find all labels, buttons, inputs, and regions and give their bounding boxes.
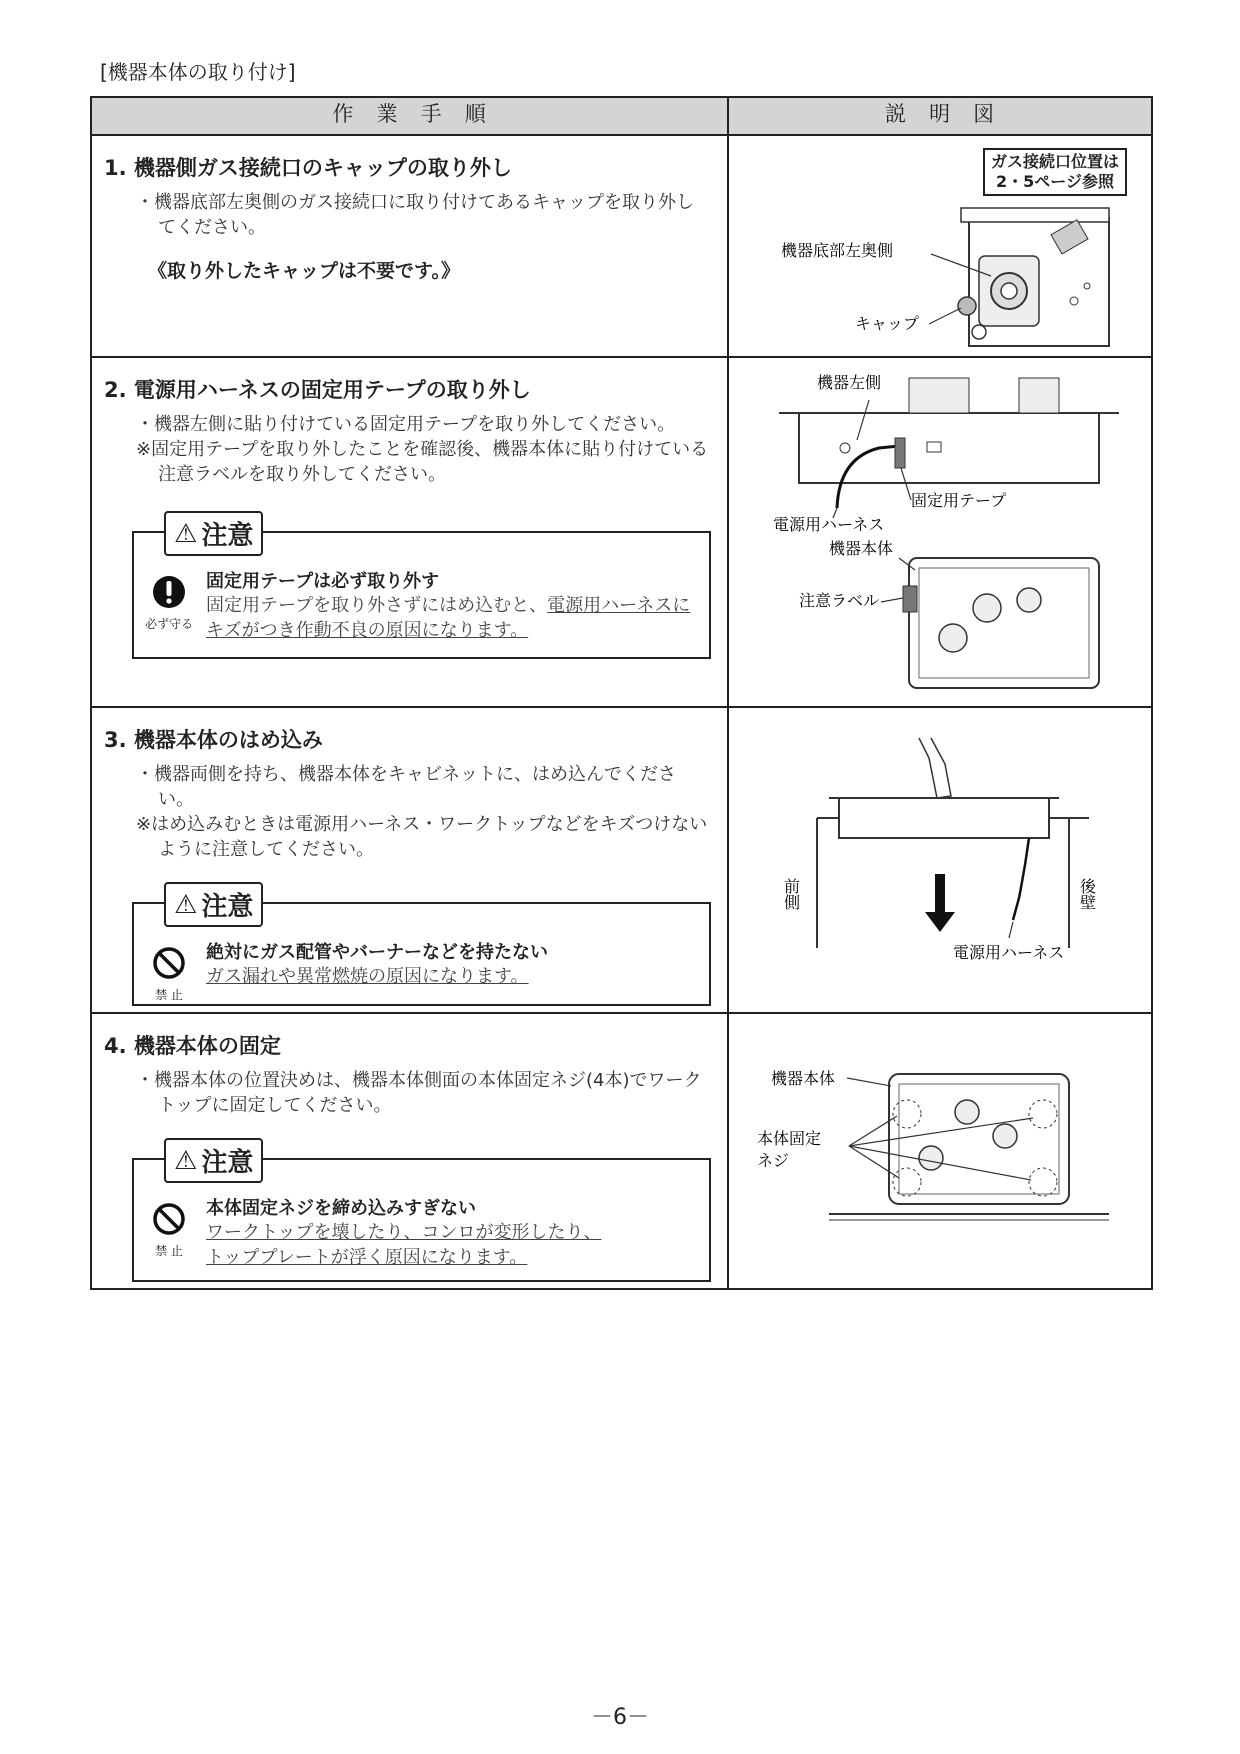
mandatory-icon xyxy=(144,575,194,632)
mandatory-icon-label: 必ず守る xyxy=(144,617,193,631)
step-title: 4. 機器本体の固定 xyxy=(104,1034,281,1058)
step-body-item: ・機器両側を持ち、機器本体をキャビネットに、はめ込んでください。 xyxy=(136,764,676,810)
label-device-left-side: 機器左側 xyxy=(817,373,882,392)
caution-description xyxy=(206,593,699,643)
step-body xyxy=(136,1068,711,1118)
label-device-body: 機器本体 xyxy=(829,539,894,558)
step-row-4 xyxy=(91,1013,1152,1289)
reference-box xyxy=(983,148,1127,196)
caution-tab xyxy=(164,511,263,556)
caution-desc-underlined: 電源用ハーネスにキズがつき作動不良の原因になります。 xyxy=(206,595,691,641)
label-fixing-screw-line2: ネジ xyxy=(757,1151,790,1170)
warning-triangle-icon: ⚠ xyxy=(174,889,198,920)
prohibited-icon xyxy=(144,1202,194,1259)
caution-desc-plain: 固定用テープを取り外さずにはめ込むと、 xyxy=(206,595,548,616)
procedure-table xyxy=(90,96,1153,1290)
caution-tab-label: 注意 xyxy=(201,1148,254,1178)
label-rear-wall: 後壁 xyxy=(1077,878,1097,910)
caution-heading: 固定用テープは必ず取り外す xyxy=(206,571,440,592)
label-gas-inlet-location: 機器底部左奥側 xyxy=(781,241,894,260)
page-number: －6－ xyxy=(591,1705,649,1730)
step-4-figure-cell xyxy=(728,1013,1152,1289)
step-4-text-cell xyxy=(91,1013,728,1289)
label-front-side: 前側 xyxy=(781,878,801,910)
label-fixing-screw-line1: 本体固定 xyxy=(757,1129,822,1148)
caution-content xyxy=(142,938,699,1002)
caution-text xyxy=(206,1194,699,1270)
caution-description-line: ワークトップを壊したり、コンロが変形したり、 xyxy=(206,1222,602,1243)
caution-box xyxy=(132,518,711,659)
step-title: 2. 電源用ハーネスの固定用テープの取り外し xyxy=(104,378,531,402)
header-procedure: 作 業 手 順 xyxy=(91,97,728,135)
step-body-item: ・機器本体の位置決めは、機器本体側面の本体固定ネジ(4本)でワークトップに固定してください。 xyxy=(136,1070,702,1116)
label-power-harness: 電源用ハーネス xyxy=(953,943,1065,962)
step-1-text-cell xyxy=(91,135,728,357)
warning-triangle-icon: ⚠ xyxy=(174,1145,198,1176)
reference-line-1: ガス接続口位置は xyxy=(990,152,1119,171)
harness-tape-illustration xyxy=(729,358,1149,704)
caution-description: ガス漏れや異常燃焼の原因になります。 xyxy=(206,966,529,987)
table-header-row xyxy=(91,97,1152,135)
step-body-item: ・機器底部左奥側のガス接続口に取り付けてあるキャップを取り外してください。 xyxy=(136,192,694,238)
header-figure: 説 明 図 xyxy=(728,97,1152,135)
caution-content xyxy=(142,567,699,643)
caution-heading: 本体固定ネジを締め込みすぎない xyxy=(206,1198,476,1219)
fixing-screws-illustration xyxy=(729,1014,1149,1286)
step-title: 1. 機器側ガス接続口のキャップの取り外し xyxy=(104,156,512,180)
step-3-figure-cell xyxy=(728,707,1152,1013)
exclamation-circle-icon xyxy=(152,575,186,609)
step-title: 3. 機器本体のはめ込み xyxy=(104,728,323,752)
caution-box xyxy=(132,889,711,1006)
figure-gas-cap xyxy=(729,136,1151,354)
step-body xyxy=(136,762,711,862)
step-note: 《取り外したキャップは不要です。》 xyxy=(148,260,460,282)
label-cap: キャップ xyxy=(855,314,920,333)
prohibited-icon xyxy=(144,946,194,1003)
step-body xyxy=(136,412,711,487)
step-body-item: ※はめ込みむときは電源用ハーネス・ワークトップなどをキズつけないように注意してください。 xyxy=(136,814,708,860)
step-2-text-cell xyxy=(91,357,728,707)
step-3-text-cell xyxy=(91,707,728,1013)
caution-tab xyxy=(164,882,263,927)
caution-text xyxy=(206,567,699,643)
insertion-illustration xyxy=(729,708,1149,1010)
section-title: [機器本体の取り付け] xyxy=(100,60,296,84)
caution-tab xyxy=(164,1138,263,1183)
caution-description-line: トッププレートが浮く原因になります。 xyxy=(206,1247,528,1268)
caution-content xyxy=(142,1194,699,1270)
prohibition-icon xyxy=(152,946,186,980)
caution-heading: 絶対にガス配管やバーナーなどを持たない xyxy=(206,942,548,963)
step-row-2 xyxy=(91,357,1152,707)
label-device-body: 機器本体 xyxy=(771,1069,836,1088)
figure-insertion xyxy=(729,708,1151,1010)
prohibition-icon xyxy=(152,1202,186,1236)
caution-box xyxy=(132,1145,711,1282)
caution-tab-label: 注意 xyxy=(201,892,254,922)
label-fixing-tape: 固定用テープ xyxy=(911,491,1007,510)
caution-text xyxy=(206,938,699,989)
warning-triangle-icon: ⚠ xyxy=(174,518,198,549)
step-row-1 xyxy=(91,135,1152,357)
prohibited-icon-label: 禁 止 xyxy=(155,1244,183,1258)
label-power-harness: 電源用ハーネス xyxy=(773,515,885,534)
step-1-figure-cell xyxy=(728,135,1152,357)
figure-fixing-screws xyxy=(729,1014,1151,1286)
step-body xyxy=(136,190,711,240)
step-2-figure-cell xyxy=(728,357,1152,707)
caution-tab-label: 注意 xyxy=(201,521,254,551)
step-body-item: ※固定用テープを取り外したことを確認後、機器本体に貼り付けている注意ラベルを取り外してください。 xyxy=(136,439,709,485)
reference-line-2: 2・5ページ参照 xyxy=(996,172,1114,191)
figure-harness-tape xyxy=(729,358,1151,704)
step-row-3 xyxy=(91,707,1152,1013)
label-caution-label: 注意ラベル xyxy=(799,591,880,610)
prohibited-icon-label: 禁 止 xyxy=(155,988,183,1002)
step-body-item: ・機器左側に貼り付けている固定用テープを取り外してください。 xyxy=(136,414,676,435)
